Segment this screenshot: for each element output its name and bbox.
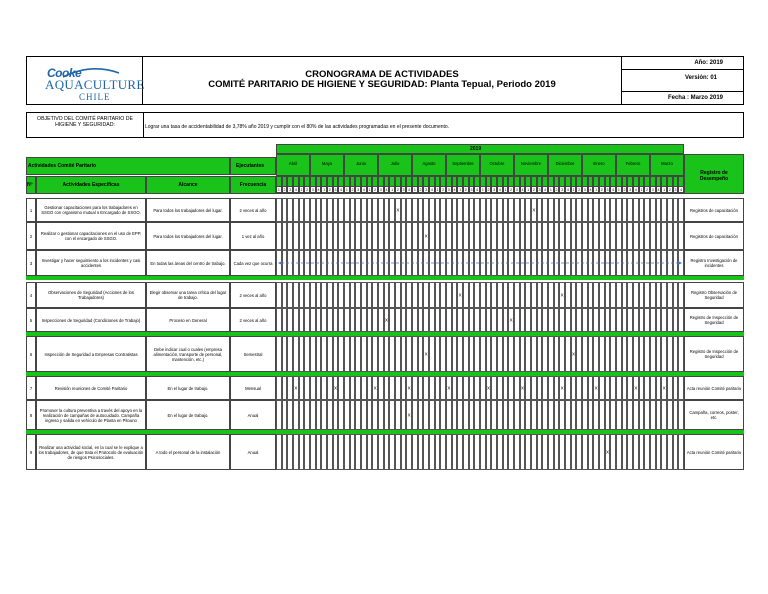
- record-cell: [684, 198, 744, 222]
- frequency-cell: [230, 250, 276, 276]
- row-number: [26, 250, 36, 276]
- schedule-mark: X: [384, 317, 388, 323]
- activity-cell: [36, 400, 146, 430]
- week-number: 4: [362, 188, 365, 192]
- row-number: [26, 400, 36, 430]
- month-label: Junio: [355, 161, 366, 166]
- table-row: [26, 400, 744, 430]
- table-row: [26, 434, 744, 470]
- activity-cell: [36, 250, 146, 276]
- week-number: 1: [323, 188, 326, 192]
- week-number: 2: [532, 188, 535, 192]
- week-number: 2: [442, 188, 445, 192]
- frequency-cell-text: Mensual: [245, 385, 261, 391]
- activity-cell-text: Realizar una actividad social, en la cual se le explique a los trabajadores, de que trata el Protocolo de evaluación de riesgos Psicosociales.: [38, 444, 144, 460]
- week-number: 1: [663, 188, 666, 192]
- activity-cell-text: Revisión reuniones de Comité Paritario: [54, 385, 128, 391]
- record-cell-text: Registros de capacitación: [690, 207, 738, 213]
- week-number: 2: [306, 188, 309, 192]
- row-number-text: 4: [29, 292, 33, 298]
- week-number: 1: [436, 188, 439, 192]
- week-number: 4: [294, 188, 297, 192]
- week-number: 3: [402, 188, 405, 192]
- week-number: 4: [634, 188, 637, 192]
- month-label: Julio: [390, 161, 400, 166]
- scope-cell: [146, 434, 230, 470]
- week-number: 1: [459, 188, 462, 192]
- ejecutantes-label: Ejecutantes: [236, 163, 265, 169]
- scope-cell: [146, 222, 230, 250]
- week-number: 1: [640, 188, 643, 192]
- week-number: 3: [311, 188, 314, 192]
- frequency-cell: [230, 198, 276, 222]
- col-no-label: Nº: [27, 182, 33, 188]
- continuous-arrow: [278, 262, 682, 264]
- frequency-cell: [230, 222, 276, 250]
- month-header: [344, 154, 378, 176]
- logo: [27, 57, 143, 104]
- frequency-cell-text: 2 veces al año: [239, 317, 267, 323]
- schedule-mark: X: [396, 207, 400, 213]
- week-number: 1: [300, 188, 303, 192]
- record-cell: [684, 222, 744, 250]
- logo-brand-top: Cooke: [47, 66, 82, 80]
- week-number: 3: [674, 188, 677, 192]
- record-cell: [684, 282, 744, 308]
- col-freq-label: Frecuencia: [239, 182, 267, 188]
- schedule-mark: X: [407, 412, 411, 418]
- week-number: 1: [572, 188, 575, 192]
- week-number: 2: [600, 188, 603, 192]
- activity-cell: [36, 282, 146, 308]
- scope-cell: [146, 336, 230, 372]
- scope-cell: [146, 308, 230, 332]
- record-cell-text: Registros de capacitación: [690, 233, 738, 239]
- schedule-mark: X: [407, 385, 411, 391]
- week-number: 1: [527, 188, 530, 192]
- month-label: Diciembre: [555, 161, 575, 166]
- month-header: [446, 154, 480, 176]
- year-label: 2019: [470, 146, 482, 152]
- week-number: 4: [498, 188, 501, 192]
- schedule-mark: X: [447, 385, 451, 391]
- week-number: 3: [470, 188, 473, 192]
- activity-cell-text: Inspección de Seguridad a Empresas Contratistas: [44, 351, 138, 357]
- record-cell: [684, 250, 744, 276]
- week-number: 2: [578, 188, 581, 192]
- week-number: 4: [430, 188, 433, 192]
- week-number: 2: [374, 188, 377, 192]
- row-number-text: 6: [29, 351, 33, 357]
- logo-brand-mid: AQUACULTURE: [45, 77, 145, 92]
- record-cell: [684, 376, 744, 400]
- week-number: 4: [408, 188, 411, 192]
- col-activity-label: Actividades Especificas: [62, 182, 120, 188]
- schedule-mark: X: [594, 385, 598, 391]
- month-header: [310, 154, 344, 176]
- record-cell-text: Registro de Inspección de Seguridad: [689, 349, 739, 359]
- record-header-label: Registro de Desempeño: [699, 170, 729, 182]
- schedule-mark: X: [520, 385, 524, 391]
- week-number: 3: [538, 188, 541, 192]
- scope-cell-text: Elegir observar una tarea crítica del lugar de trabajo.: [149, 290, 227, 300]
- activity-cell-text: Investigar y hacer seguimiento a los incidentes y casi accidentes: [41, 258, 141, 268]
- table-row: [26, 376, 744, 400]
- objective-label: OBJETIVO DEL COMITÉ PARITARIO DE HIGIENE Y SEGURIDAD:: [37, 116, 133, 128]
- activity-cell-text: Promover la cultura preventiva a través del apoyo en la realización de campañas de autocuidado. Campaña ingreso y salida en vehículo de Planta en Pitouno: [39, 407, 143, 423]
- title-line-1: CRONOGRAMA DE ACTIVIDADES: [305, 69, 459, 80]
- month-label: Febrero: [625, 161, 641, 166]
- objective-text: Lograr una tasa de accidentabilidad de 3,78% año 2019 y cumplir con el 80% de las actividades programadas en el presente documento.: [145, 124, 450, 130]
- row-number: [26, 336, 36, 372]
- week-number: 2: [555, 188, 558, 192]
- week-number: 2: [419, 188, 422, 192]
- meta-year: Año: 2019: [694, 60, 723, 66]
- month-label: Noviembre: [520, 161, 542, 166]
- week-number: 4: [453, 188, 456, 192]
- frequency-cell-text: 2 veces al año: [239, 207, 267, 213]
- scope-cell: [146, 198, 230, 222]
- week-number: 4: [544, 188, 547, 192]
- week-number: 3: [515, 188, 518, 192]
- week-number: 3: [629, 188, 632, 192]
- scope-cell: [146, 376, 230, 400]
- month-header: [650, 154, 684, 176]
- row-number-text: 5: [29, 317, 33, 323]
- scope-cell-text: Para todos los trabajadores del lugar.: [153, 233, 223, 239]
- month-label: Enero: [593, 161, 605, 166]
- month-header: [378, 154, 412, 176]
- week-number: 3: [447, 188, 450, 192]
- week-number: 2: [328, 188, 331, 192]
- schedule-mark: X: [294, 385, 298, 391]
- schedule-mark: X: [458, 292, 462, 298]
- week-number: 1: [595, 188, 598, 192]
- row-number: [26, 376, 36, 400]
- week-number: 2: [283, 188, 286, 192]
- schedule-mark: X: [532, 207, 536, 213]
- activity-cell: [36, 434, 146, 470]
- schedule-mark: X: [560, 385, 564, 391]
- week-number: 1: [413, 188, 416, 192]
- schedule-mark: X: [571, 351, 575, 357]
- row-number: [26, 308, 36, 332]
- record-cell-text: Acta reunión Comité paritario: [686, 449, 742, 455]
- page-title: [143, 70, 621, 90]
- scope-cell-text: En todas las áreas del centro de trabajo.: [150, 260, 226, 266]
- month-header: [480, 154, 514, 176]
- month-label: Agosto: [422, 161, 436, 166]
- scope-cell: [146, 282, 230, 308]
- table-row: [26, 336, 744, 372]
- week-number: 3: [561, 188, 564, 192]
- week-number: 4: [680, 188, 683, 192]
- row-number-text: 9: [29, 449, 33, 455]
- week-number: 3: [583, 188, 586, 192]
- week-number: 3: [289, 188, 292, 192]
- week-number: 1: [345, 188, 348, 192]
- record-cell: [684, 308, 744, 332]
- week-number: 2: [510, 188, 513, 192]
- week-number: 3: [606, 188, 609, 192]
- frequency-cell: [230, 400, 276, 430]
- frequency-cell: [230, 336, 276, 372]
- week-number: 3: [379, 188, 382, 192]
- row-number-text: 8: [29, 412, 33, 418]
- logo-brand-bottom: CHILE: [79, 92, 111, 102]
- record-cell-text: Acta reunión Comité paritario: [686, 385, 742, 391]
- schedule-mark: X: [560, 292, 564, 298]
- frequency-cell: [230, 434, 276, 470]
- table-row: [26, 308, 744, 332]
- record-cell-text: Registro de Inspección de Seguridad: [689, 315, 739, 325]
- scope-cell-text: Proceso en General: [169, 317, 207, 323]
- week-number: 2: [668, 188, 671, 192]
- week-number: 3: [493, 188, 496, 192]
- month-header: [582, 154, 616, 176]
- activity-cell-text: Realizar o gestionar capacitaciones en el uso de EPP, con el encargado de SSGO.: [40, 231, 142, 241]
- record-cell: [684, 336, 744, 372]
- week-number: 4: [589, 188, 592, 192]
- meta-date: Fecha : Marzo 2019: [667, 95, 723, 101]
- month-label: Abril: [288, 161, 298, 166]
- week-number: 2: [464, 188, 467, 192]
- row-number-text: 7: [29, 385, 33, 391]
- row-separator: [26, 276, 744, 280]
- schedule-mark: X: [333, 385, 337, 391]
- activity-cell: [36, 308, 146, 332]
- month-header: [548, 154, 582, 176]
- activity-cell-text: Inspecciones de Seguridad (Condiciones de Trabajo): [41, 317, 141, 323]
- week-number: 3: [651, 188, 654, 192]
- frequency-cell-text: Cada vez que ocurra: [233, 260, 273, 266]
- month-header: [412, 154, 446, 176]
- week-number: 1: [368, 188, 371, 192]
- meta-version: Versión: 01: [684, 75, 717, 81]
- month-header: [514, 154, 548, 176]
- schedule-mark: X: [634, 385, 638, 391]
- row-number-text: 3: [29, 260, 33, 266]
- row-number-text: 2: [29, 233, 33, 239]
- record-cell: [684, 400, 744, 430]
- record-cell-text: Campaña, correos, poster, etc.: [689, 410, 739, 420]
- week-number: 2: [646, 188, 649, 192]
- record-cell-text: Registro Investigación de incidentes: [690, 258, 738, 268]
- row-number-text: 1: [29, 207, 33, 213]
- activity-cell: [36, 222, 146, 250]
- week-number: 1: [617, 188, 620, 192]
- frequency-cell-text: Anual: [247, 449, 259, 455]
- week-number: 4: [612, 188, 615, 192]
- schedule-mark: X: [373, 385, 377, 391]
- week-number: 1: [277, 188, 280, 192]
- week-number: 4: [521, 188, 524, 192]
- scope-cell-text: Para todos los trabajadores del lugar.: [153, 207, 223, 213]
- schedule-mark: X: [424, 351, 428, 357]
- schedule-mark: X: [486, 385, 490, 391]
- logo-wave-icon: [61, 66, 121, 84]
- week-number: 1: [549, 188, 552, 192]
- col-scope-label: Alcance: [178, 182, 198, 188]
- frequency-cell: [230, 376, 276, 400]
- scope-cell-text: En el lugar de trabajo.: [167, 385, 209, 391]
- week-number: 4: [317, 188, 320, 192]
- activity-cell: [36, 376, 146, 400]
- table-row: [26, 198, 744, 222]
- row-number: [26, 222, 36, 250]
- schedule-mark: X: [662, 385, 666, 391]
- week-number: 4: [566, 188, 569, 192]
- schedule-mark: X: [605, 449, 609, 455]
- title-line-2: COMITÉ PARITARIO DE HIGIENE Y SEGURIDAD: Planta Tepual, Periodo 2019: [208, 79, 556, 90]
- month-label: Octubre: [489, 161, 505, 166]
- record-cell-text: Registro Observación de Seguridad: [690, 290, 738, 300]
- week-number: 1: [391, 188, 394, 192]
- scope-cell-text: A todo el personal de la instalación: [155, 449, 221, 455]
- month-header: [616, 154, 650, 176]
- table-row: [26, 250, 744, 276]
- row-number: [26, 282, 36, 308]
- frequency-cell-text: 2 veces al año: [239, 292, 267, 298]
- scope-cell: [146, 250, 230, 276]
- scope-cell-text: Debe indicar cual o cuales (empresa alimentación, transporte de personal, mantención, etc.): [153, 346, 223, 362]
- table-row: [26, 222, 744, 250]
- section-label: Actividades Comité Paritario: [28, 163, 97, 169]
- week-number: 1: [504, 188, 507, 192]
- week-number: 3: [334, 188, 337, 192]
- week-number: 4: [476, 188, 479, 192]
- frequency-cell: [230, 282, 276, 308]
- week-number: 2: [487, 188, 490, 192]
- week-number: 2: [623, 188, 626, 192]
- scope-cell-text: En el lugar de trabajo.: [167, 412, 209, 418]
- frequency-cell: [230, 308, 276, 332]
- week-number: 2: [396, 188, 399, 192]
- month-label: Septiembre: [452, 161, 474, 166]
- frequency-cell-text: 1 vez al año: [241, 233, 265, 239]
- meta-box: [621, 57, 743, 104]
- activity-cell: [36, 198, 146, 222]
- frequency-cell-text: Anual: [247, 412, 259, 418]
- scope-cell: [146, 400, 230, 430]
- week-number: 3: [425, 188, 428, 192]
- week-number: 3: [357, 188, 360, 192]
- month-label: Marzo: [661, 161, 673, 166]
- schedule-mark: X: [424, 233, 428, 239]
- week-number: 4: [340, 188, 343, 192]
- month-header: [276, 154, 310, 176]
- frequency-cell-text: Semestral: [243, 351, 263, 357]
- week-number: 2: [351, 188, 354, 192]
- activity-cell-text: Gestionar capacitaciones para los trabajadores en SSGO con organismo mutual o Encargado de SSGO.: [41, 205, 141, 215]
- week-number: 1: [481, 188, 484, 192]
- record-cell: [684, 434, 744, 470]
- activity-cell-text: Observaciones de Seguridad (Acciones de los Trabajadores): [48, 290, 134, 300]
- row-number: [26, 434, 36, 470]
- month-label: Mayo: [321, 161, 333, 166]
- week-number: 4: [385, 188, 388, 192]
- schedule-mark: X: [509, 317, 513, 323]
- table-row: [26, 282, 744, 308]
- activity-cell: [36, 336, 146, 372]
- row-number: [26, 198, 36, 222]
- week-number: 4: [657, 188, 660, 192]
